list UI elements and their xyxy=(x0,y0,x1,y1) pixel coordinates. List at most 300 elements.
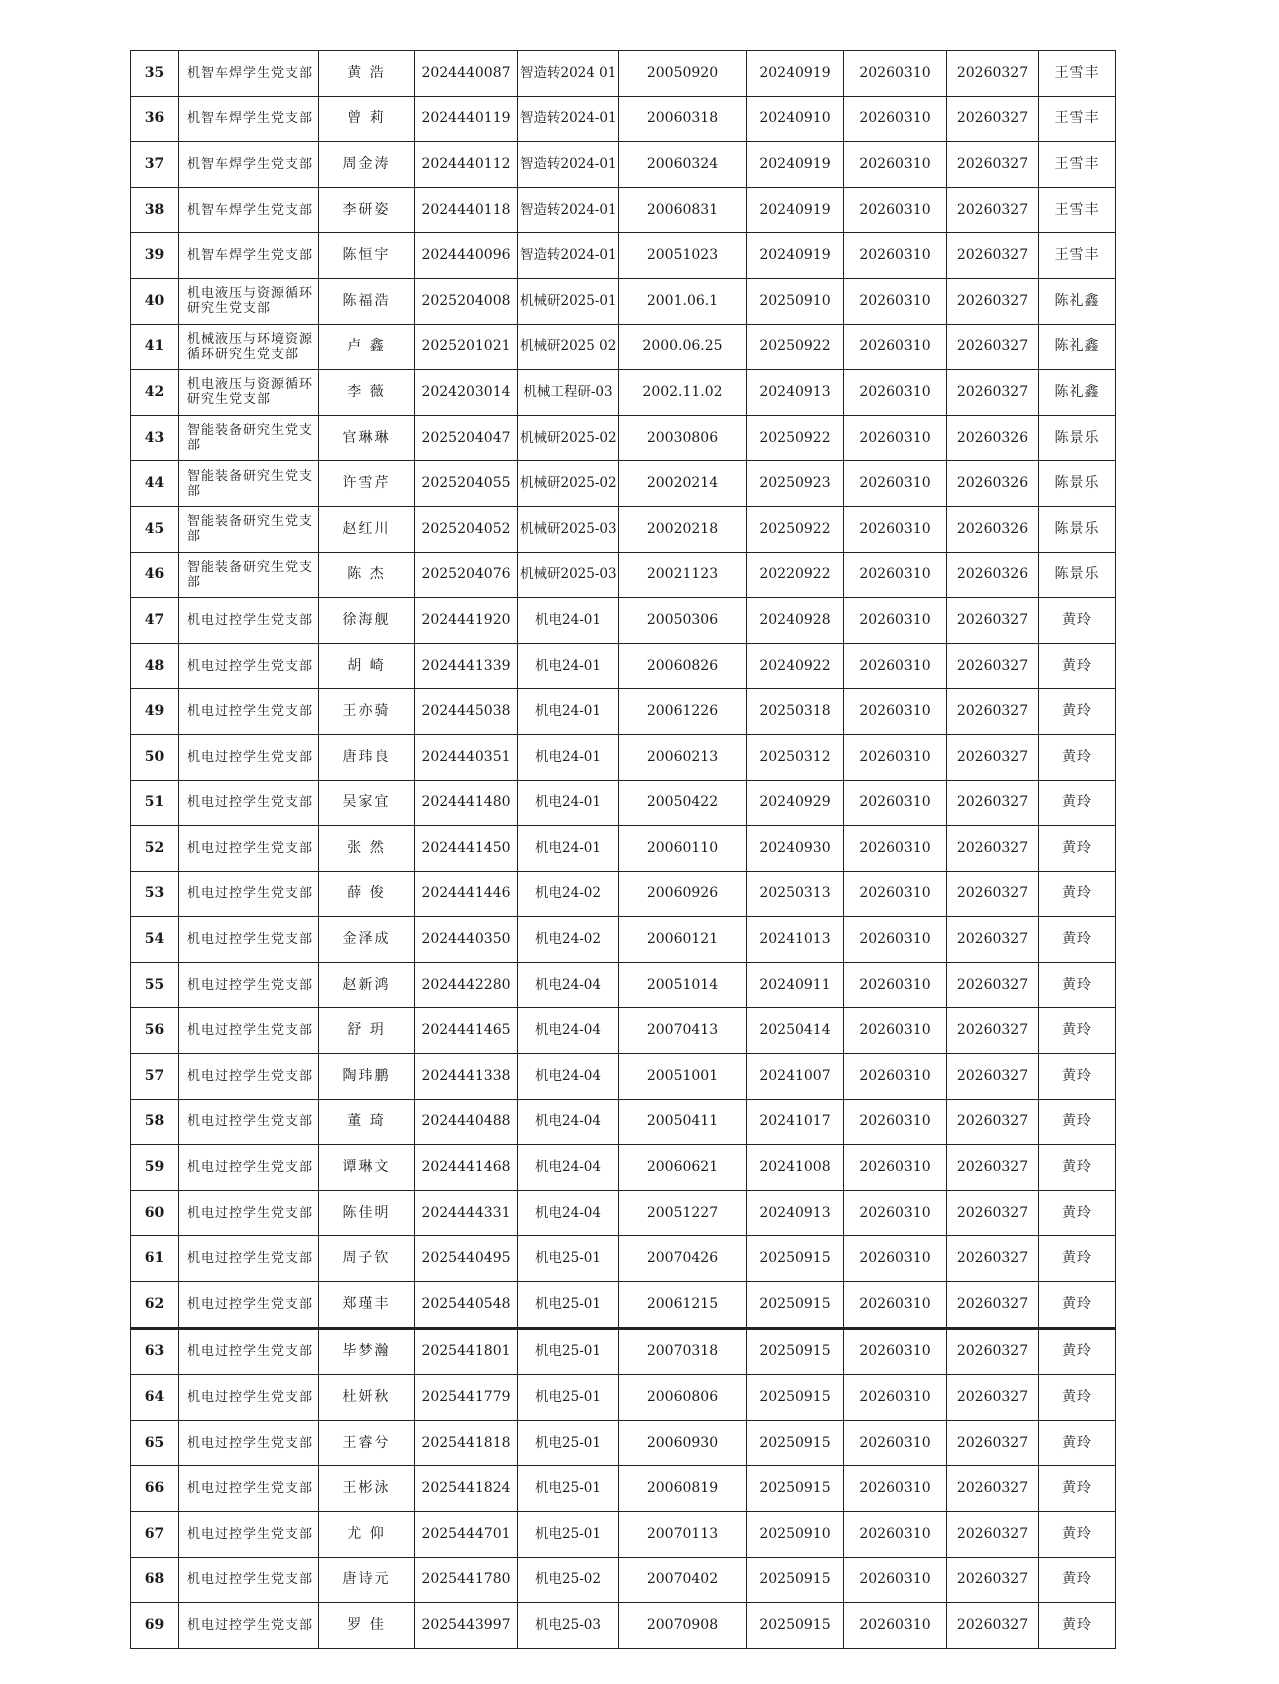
table-row xyxy=(131,734,1116,780)
birth-date: 20070318 xyxy=(619,1328,747,1375)
row-number: 42 xyxy=(131,370,179,416)
birth-date: 20050306 xyxy=(619,598,747,644)
contact-person: 黄玲 xyxy=(1039,780,1116,826)
student-id: 2024203014 xyxy=(415,370,518,416)
class-name: 机电25-01 xyxy=(518,1282,619,1329)
date-a: 20260310 xyxy=(844,96,947,142)
class-name: 机电25-01 xyxy=(518,1236,619,1282)
date-a: 20260310 xyxy=(844,1466,947,1512)
date-a: 20260310 xyxy=(844,1236,947,1282)
member-name: 胡 崎 xyxy=(319,643,415,689)
class-name: 机电24-01 xyxy=(518,734,619,780)
party-branch: 机智车焊学生党支部 xyxy=(179,51,319,97)
row-number: 58 xyxy=(131,1099,179,1145)
class-name: 机械研2025 02 xyxy=(518,324,619,370)
class-name: 机电25-02 xyxy=(518,1557,619,1603)
class-name: 机械工程研-03 xyxy=(518,370,619,416)
member-name: 官琳琳 xyxy=(319,415,415,461)
member-name: 赵新鸿 xyxy=(319,962,415,1008)
party-branch: 机电过控学生党支部 xyxy=(179,1603,319,1649)
date-b: 20260327 xyxy=(947,1236,1039,1282)
birth-date: 20050411 xyxy=(619,1099,747,1145)
row-number: 44 xyxy=(131,461,179,507)
date-a: 20260310 xyxy=(844,689,947,735)
class-name: 机电24-04 xyxy=(518,1145,619,1191)
party-branch: 智能装备研究生党支部 xyxy=(179,461,319,507)
birth-date: 20060831 xyxy=(619,187,747,233)
join-date: 20250915 xyxy=(747,1328,844,1375)
join-date: 20250910 xyxy=(747,1512,844,1558)
student-id: 2025444701 xyxy=(415,1512,518,1558)
row-number: 52 xyxy=(131,826,179,872)
date-a: 20260310 xyxy=(844,826,947,872)
member-name: 李研姿 xyxy=(319,187,415,233)
member-name: 谭琳文 xyxy=(319,1145,415,1191)
contact-person: 黄玲 xyxy=(1039,1008,1116,1054)
table-row xyxy=(131,1145,1116,1191)
contact-person: 黄玲 xyxy=(1039,1099,1116,1145)
party-branch: 机电过控学生党支部 xyxy=(179,1008,319,1054)
row-number: 36 xyxy=(131,96,179,142)
member-name: 黄 浩 xyxy=(319,51,415,97)
class-name: 机电24-01 xyxy=(518,689,619,735)
table-row xyxy=(131,506,1116,552)
party-branch: 机智车焊学生党支部 xyxy=(179,96,319,142)
member-name: 王睿兮 xyxy=(319,1420,415,1466)
join-date: 20240913 xyxy=(747,1190,844,1236)
student-id: 2025204055 xyxy=(415,461,518,507)
birth-date: 20060110 xyxy=(619,826,747,872)
member-name: 郑瑾丰 xyxy=(319,1282,415,1329)
table-row xyxy=(131,1557,1116,1603)
member-name: 舒 玥 xyxy=(319,1008,415,1054)
member-roster-table xyxy=(130,50,1116,1649)
student-id: 2025440548 xyxy=(415,1282,518,1329)
class-name: 机械研2025-01 xyxy=(518,278,619,324)
date-a: 20260310 xyxy=(844,51,947,97)
row-number: 37 xyxy=(131,142,179,188)
party-branch: 机电过控学生党支部 xyxy=(179,1236,319,1282)
date-b: 20260327 xyxy=(947,1054,1039,1100)
join-date: 20220922 xyxy=(747,552,844,598)
row-number: 57 xyxy=(131,1054,179,1100)
party-branch: 机电过控学生党支部 xyxy=(179,1466,319,1512)
member-name: 赵红川 xyxy=(319,506,415,552)
party-branch: 机电过控学生党支部 xyxy=(179,689,319,735)
birth-date: 20030806 xyxy=(619,415,747,461)
row-number: 59 xyxy=(131,1145,179,1191)
class-name: 机电24-02 xyxy=(518,871,619,917)
date-b: 20260327 xyxy=(947,643,1039,689)
student-id: 2024445038 xyxy=(415,689,518,735)
contact-person: 王雪丰 xyxy=(1039,233,1116,279)
student-id: 2024442280 xyxy=(415,962,518,1008)
row-number: 69 xyxy=(131,1603,179,1649)
class-name: 机械研2025-02 xyxy=(518,461,619,507)
join-date: 20241013 xyxy=(747,917,844,963)
join-date: 20241007 xyxy=(747,1054,844,1100)
date-b: 20260327 xyxy=(947,370,1039,416)
member-name: 陈恒宇 xyxy=(319,233,415,279)
date-b: 20260327 xyxy=(947,689,1039,735)
birth-date: 20070908 xyxy=(619,1603,747,1649)
class-name: 机电25-01 xyxy=(518,1512,619,1558)
join-date: 20250910 xyxy=(747,278,844,324)
date-b: 20260327 xyxy=(947,187,1039,233)
class-name: 智造转2024-01 xyxy=(518,187,619,233)
student-id: 2025441801 xyxy=(415,1328,518,1375)
member-name: 唐玮良 xyxy=(319,734,415,780)
contact-person: 黄玲 xyxy=(1039,1054,1116,1100)
row-number: 53 xyxy=(131,871,179,917)
student-id: 2024440119 xyxy=(415,96,518,142)
student-id: 2024441338 xyxy=(415,1054,518,1100)
party-branch: 机电过控学生党支部 xyxy=(179,1054,319,1100)
join-date: 20250915 xyxy=(747,1557,844,1603)
class-name: 智造转2024-01 xyxy=(518,96,619,142)
row-number: 35 xyxy=(131,51,179,97)
birth-date: 20020218 xyxy=(619,506,747,552)
party-branch: 机智车焊学生党支部 xyxy=(179,142,319,188)
date-a: 20260310 xyxy=(844,415,947,461)
party-branch: 机智车焊学生党支部 xyxy=(179,187,319,233)
join-date: 20240919 xyxy=(747,51,844,97)
class-name: 机电24-04 xyxy=(518,1190,619,1236)
date-b: 20260327 xyxy=(947,1099,1039,1145)
join-date: 20250922 xyxy=(747,324,844,370)
member-name: 曾 莉 xyxy=(319,96,415,142)
member-name: 王彬泳 xyxy=(319,1466,415,1512)
date-a: 20260310 xyxy=(844,1557,947,1603)
contact-person: 黄玲 xyxy=(1039,1282,1116,1329)
member-name: 陶玮鹏 xyxy=(319,1054,415,1100)
birth-date: 20060621 xyxy=(619,1145,747,1191)
join-date: 20250915 xyxy=(747,1420,844,1466)
birth-date: 20060826 xyxy=(619,643,747,689)
party-branch: 机电过控学生党支部 xyxy=(179,598,319,644)
class-name: 机电25-03 xyxy=(518,1603,619,1649)
table-row xyxy=(131,1054,1116,1100)
member-name: 周金涛 xyxy=(319,142,415,188)
student-id: 2024441920 xyxy=(415,598,518,644)
class-name: 智造转2024-01 xyxy=(518,233,619,279)
party-branch: 智能装备研究生党支部 xyxy=(179,552,319,598)
party-branch: 机电过控学生党支部 xyxy=(179,962,319,1008)
party-branch: 机电过控学生党支部 xyxy=(179,1512,319,1558)
date-a: 20260310 xyxy=(844,1099,947,1145)
student-id: 2025441818 xyxy=(415,1420,518,1466)
party-branch: 机电过控学生党支部 xyxy=(179,917,319,963)
table-row xyxy=(131,187,1116,233)
date-a: 20260310 xyxy=(844,1375,947,1421)
member-name: 王亦骑 xyxy=(319,689,415,735)
party-branch: 机电液压与资源循环研究生党支部 xyxy=(179,370,319,416)
class-name: 机电24-04 xyxy=(518,1054,619,1100)
party-branch: 机电过控学生党支部 xyxy=(179,1420,319,1466)
join-date: 20240911 xyxy=(747,962,844,1008)
birth-date: 20070413 xyxy=(619,1008,747,1054)
date-b: 20260327 xyxy=(947,324,1039,370)
birth-date: 20051023 xyxy=(619,233,747,279)
join-date: 20250915 xyxy=(747,1603,844,1649)
party-branch: 机械液压与环境资源循环研究生党支部 xyxy=(179,324,319,370)
contact-person: 黄玲 xyxy=(1039,962,1116,1008)
table-row xyxy=(131,1236,1116,1282)
row-number: 63 xyxy=(131,1328,179,1375)
contact-person: 王雪丰 xyxy=(1039,142,1116,188)
table-row xyxy=(131,233,1116,279)
row-number: 41 xyxy=(131,324,179,370)
contact-person: 黄玲 xyxy=(1039,1603,1116,1649)
row-number: 48 xyxy=(131,643,179,689)
join-date: 20240919 xyxy=(747,142,844,188)
party-branch: 机电过控学生党支部 xyxy=(179,1099,319,1145)
table-row xyxy=(131,962,1116,1008)
roster-body xyxy=(131,51,1116,1649)
student-id: 2025201021 xyxy=(415,324,518,370)
date-a: 20260310 xyxy=(844,643,947,689)
row-number: 38 xyxy=(131,187,179,233)
party-branch: 机电过控学生党支部 xyxy=(179,1145,319,1191)
table-row xyxy=(131,917,1116,963)
date-b: 20260327 xyxy=(947,278,1039,324)
table-row xyxy=(131,51,1116,97)
birth-date: 20051227 xyxy=(619,1190,747,1236)
date-a: 20260310 xyxy=(844,1008,947,1054)
birth-date: 20060819 xyxy=(619,1466,747,1512)
date-b: 20260327 xyxy=(947,96,1039,142)
student-id: 2025440495 xyxy=(415,1236,518,1282)
student-id: 2024440488 xyxy=(415,1099,518,1145)
join-date: 20250915 xyxy=(747,1375,844,1421)
date-a: 20260310 xyxy=(844,142,947,188)
class-name: 机电24-01 xyxy=(518,598,619,644)
join-date: 20241008 xyxy=(747,1145,844,1191)
contact-person: 王雪丰 xyxy=(1039,187,1116,233)
join-date: 20250922 xyxy=(747,506,844,552)
date-b: 20260327 xyxy=(947,1008,1039,1054)
table-row xyxy=(131,96,1116,142)
contact-person: 黄玲 xyxy=(1039,917,1116,963)
contact-person: 陈景乐 xyxy=(1039,506,1116,552)
date-b: 20260327 xyxy=(947,233,1039,279)
party-branch: 机电过控学生党支部 xyxy=(179,643,319,689)
class-name: 智造转2024-01 xyxy=(518,142,619,188)
row-number: 40 xyxy=(131,278,179,324)
row-number: 62 xyxy=(131,1282,179,1329)
student-id: 2024441480 xyxy=(415,780,518,826)
party-branch: 机智车焊学生党支部 xyxy=(179,233,319,279)
contact-person: 黄玲 xyxy=(1039,734,1116,780)
row-number: 49 xyxy=(131,689,179,735)
member-name: 陈福浩 xyxy=(319,278,415,324)
class-name: 机电24-01 xyxy=(518,826,619,872)
table-row xyxy=(131,1603,1116,1649)
party-branch: 机电过控学生党支部 xyxy=(179,871,319,917)
date-b: 20260326 xyxy=(947,552,1039,598)
student-id: 2025443997 xyxy=(415,1603,518,1649)
join-date: 20240913 xyxy=(747,370,844,416)
birth-date: 20070402 xyxy=(619,1557,747,1603)
party-branch: 机电过控学生党支部 xyxy=(179,1375,319,1421)
birth-date: 20060121 xyxy=(619,917,747,963)
student-id: 2025441824 xyxy=(415,1466,518,1512)
contact-person: 黄玲 xyxy=(1039,1236,1116,1282)
row-number: 51 xyxy=(131,780,179,826)
contact-person: 黄玲 xyxy=(1039,643,1116,689)
class-name: 机电24-01 xyxy=(518,643,619,689)
table-row xyxy=(131,370,1116,416)
member-name: 毕梦瀚 xyxy=(319,1328,415,1375)
contact-person: 黄玲 xyxy=(1039,1375,1116,1421)
birth-date: 20060930 xyxy=(619,1420,747,1466)
date-a: 20260310 xyxy=(844,917,947,963)
date-a: 20260310 xyxy=(844,506,947,552)
birth-date: 20060926 xyxy=(619,871,747,917)
party-branch: 智能装备研究生党支部 xyxy=(179,506,319,552)
date-a: 20260310 xyxy=(844,1512,947,1558)
row-number: 55 xyxy=(131,962,179,1008)
date-b: 20260327 xyxy=(947,598,1039,644)
party-branch: 机电过控学生党支部 xyxy=(179,1557,319,1603)
join-date: 20240922 xyxy=(747,643,844,689)
row-number: 56 xyxy=(131,1008,179,1054)
contact-person: 王雪丰 xyxy=(1039,51,1116,97)
table-row xyxy=(131,552,1116,598)
contact-person: 陈景乐 xyxy=(1039,461,1116,507)
join-date: 20240928 xyxy=(747,598,844,644)
join-date: 20241017 xyxy=(747,1099,844,1145)
date-b: 20260327 xyxy=(947,780,1039,826)
table-row xyxy=(131,1099,1116,1145)
contact-person: 黄玲 xyxy=(1039,1190,1116,1236)
date-b: 20260327 xyxy=(947,1328,1039,1375)
student-id: 2024440087 xyxy=(415,51,518,97)
student-id: 2024441468 xyxy=(415,1145,518,1191)
class-name: 机电24-04 xyxy=(518,962,619,1008)
date-a: 20260310 xyxy=(844,461,947,507)
row-number: 43 xyxy=(131,415,179,461)
join-date: 20250313 xyxy=(747,871,844,917)
student-id: 2024440351 xyxy=(415,734,518,780)
date-a: 20260310 xyxy=(844,324,947,370)
contact-person: 黄玲 xyxy=(1039,1328,1116,1375)
join-date: 20250923 xyxy=(747,461,844,507)
party-branch: 机电过控学生党支部 xyxy=(179,734,319,780)
join-date: 20240919 xyxy=(747,233,844,279)
contact-person: 陈景乐 xyxy=(1039,415,1116,461)
class-name: 机电25-01 xyxy=(518,1375,619,1421)
date-b: 20260327 xyxy=(947,1512,1039,1558)
class-name: 机电25-01 xyxy=(518,1328,619,1375)
join-date: 20240930 xyxy=(747,826,844,872)
student-id: 2024441446 xyxy=(415,871,518,917)
class-name: 机电25-01 xyxy=(518,1420,619,1466)
date-a: 20260310 xyxy=(844,233,947,279)
student-id: 2024440118 xyxy=(415,187,518,233)
student-id: 2025441780 xyxy=(415,1557,518,1603)
date-a: 20260310 xyxy=(844,1282,947,1329)
date-b: 20260327 xyxy=(947,1145,1039,1191)
row-number: 54 xyxy=(131,917,179,963)
student-id: 2024440096 xyxy=(415,233,518,279)
date-b: 20260326 xyxy=(947,506,1039,552)
table-row xyxy=(131,1008,1116,1054)
birth-date: 20050920 xyxy=(619,51,747,97)
date-b: 20260327 xyxy=(947,1282,1039,1329)
contact-person: 黄玲 xyxy=(1039,1145,1116,1191)
student-id: 2024441465 xyxy=(415,1008,518,1054)
table-row xyxy=(131,461,1116,507)
birth-date: 20060318 xyxy=(619,96,747,142)
contact-person: 黄玲 xyxy=(1039,871,1116,917)
class-name: 机电24-04 xyxy=(518,1099,619,1145)
birth-date: 20051001 xyxy=(619,1054,747,1100)
row-number: 39 xyxy=(131,233,179,279)
row-number: 65 xyxy=(131,1420,179,1466)
table-row xyxy=(131,598,1116,644)
class-name: 机电24-01 xyxy=(518,780,619,826)
birth-date: 20061215 xyxy=(619,1282,747,1329)
join-date: 20250915 xyxy=(747,1236,844,1282)
class-name: 机械研2025-03 xyxy=(518,552,619,598)
table-row xyxy=(131,324,1116,370)
birth-date: 20070113 xyxy=(619,1512,747,1558)
table-row xyxy=(131,1190,1116,1236)
member-name: 张 然 xyxy=(319,826,415,872)
student-id: 2025204047 xyxy=(415,415,518,461)
party-branch: 机电过控学生党支部 xyxy=(179,1190,319,1236)
student-id: 2024441450 xyxy=(415,826,518,872)
date-b: 20260327 xyxy=(947,734,1039,780)
contact-person: 陈景乐 xyxy=(1039,552,1116,598)
table-row xyxy=(131,826,1116,872)
birth-date: 20060806 xyxy=(619,1375,747,1421)
date-a: 20260310 xyxy=(844,962,947,1008)
date-b: 20260326 xyxy=(947,415,1039,461)
member-name: 杜妍秋 xyxy=(319,1375,415,1421)
date-b: 20260327 xyxy=(947,1190,1039,1236)
date-b: 20260327 xyxy=(947,51,1039,97)
join-date: 20250915 xyxy=(747,1282,844,1329)
row-number: 61 xyxy=(131,1236,179,1282)
birth-date: 20060213 xyxy=(619,734,747,780)
date-a: 20260310 xyxy=(844,187,947,233)
birth-date: 2000.06.25 xyxy=(619,324,747,370)
table-row xyxy=(131,278,1116,324)
contact-person: 陈礼鑫 xyxy=(1039,370,1116,416)
table-row xyxy=(131,1282,1116,1329)
member-name: 薛 俊 xyxy=(319,871,415,917)
birth-date: 20061226 xyxy=(619,689,747,735)
contact-person: 黄玲 xyxy=(1039,598,1116,644)
birth-date: 20070426 xyxy=(619,1236,747,1282)
date-b: 20260326 xyxy=(947,461,1039,507)
date-b: 20260327 xyxy=(947,826,1039,872)
row-number: 45 xyxy=(131,506,179,552)
member-name: 周子钦 xyxy=(319,1236,415,1282)
join-date: 20240929 xyxy=(747,780,844,826)
birth-date: 20021123 xyxy=(619,552,747,598)
date-b: 20260327 xyxy=(947,871,1039,917)
table-row xyxy=(131,780,1116,826)
contact-person: 黄玲 xyxy=(1039,1557,1116,1603)
table-row xyxy=(131,689,1116,735)
join-date: 20240919 xyxy=(747,187,844,233)
date-a: 20260310 xyxy=(844,1145,947,1191)
date-b: 20260327 xyxy=(947,1466,1039,1512)
member-name: 徐海舰 xyxy=(319,598,415,644)
